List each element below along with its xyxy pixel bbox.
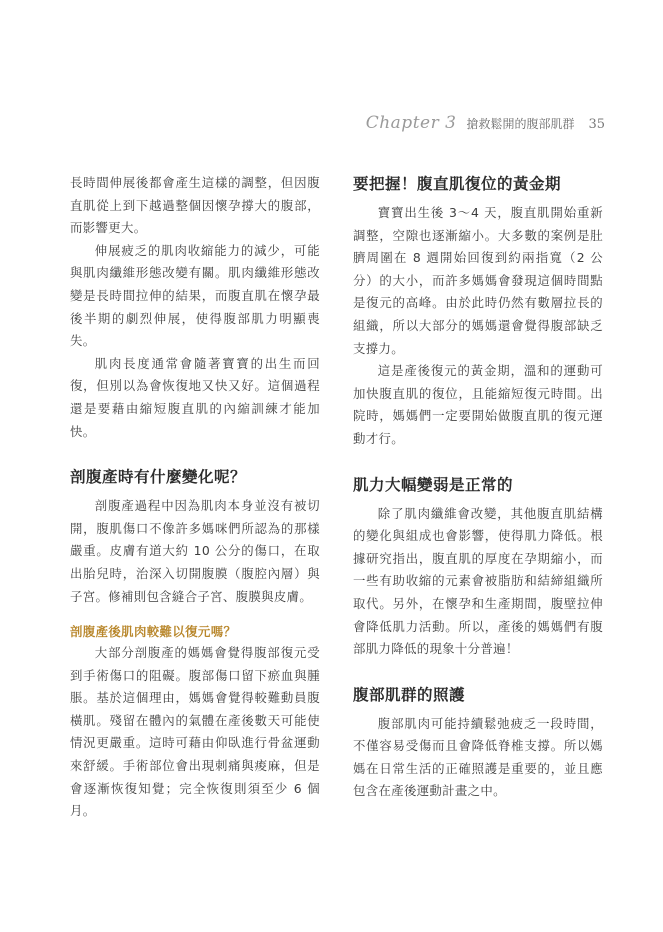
paragraph: 這是產後復元的黃金期，溫和的運動可加快腹直肌的復位，且能縮短復元時間。出院時，媽媽們一定要開始做腹直肌的復元運動才行。 [353,363,603,446]
paragraph: 腹部肌肉可能持續鬆弛疲乏一段時間，不僅容易受傷而且會降低脊椎支撐。所以媽媽在日常生活的正確照護是重要的，並且應包含在產後運動計畫之中。 [353,715,603,799]
paragraph: 肌肉長度通常會隨著寶寶的出生而回復，但別以為會恢復地又快又好。這個過程還是要藉由縮短腹直肌的內縮訓練才能加快。 [70,355,320,439]
paragraph: 剖腹產過程中因為肌肉本身並沒有被切開，腹肌傷口不像許多媽咪們所認為的那樣嚴重。皮膚有道大約 10 公分的傷口，在取出胎兒時，治深入切開腹膜（腹腔內層）與子宮。修補則包含縫合子宮、腹膜與皮膚。 [70,498,320,604]
running-header [366,113,605,133]
section-heading-care: 腹部肌群的照護 [353,684,466,704]
left-column [70,172,320,823]
paragraph: 大部分剖腹產的媽媽會覺得腹部復元受到手術傷口的阻礙。腹部傷口留下瘀血與腫脹。基於這個理由，媽媽會覺得較難動員腹橫肌。殘留在體內的氣體在產後數天可能使情況更嚴重。這時可藉由仰臥進行骨盆運動來舒緩。手術部位會出現刺痛與痠麻，但是會逐漸恢復知覺；完全恢復則須至少 6 個月。 [70,645,320,819]
section-heading-strength: 肌力大幅變弱是正常的 [353,474,514,494]
subheading-recovery: 剖腹產後肌肉較難以復元嗎？ [70,624,237,640]
chapter-label: Chapter 3 [365,113,457,133]
paragraph: 寶寶出生後 3～4 天，腹直肌開始重新調整，空隙也逐漸縮小。大多數的案例是肚臍周圍在 8 週開始回復到約兩指寬（2 公分）的大小，而許多媽媽會發現這個時間點是復元的高峰。由於此時仍然有數層拉長的組織，所以大部分的媽媽還會覺得腹部缺乏支撐力。 [353,205,603,356]
page-number: 35 [588,117,605,132]
chapter-title: 搶救鬆開的腹部肌群 [466,117,575,131]
section-heading-golden-period: 要把握！腹直肌復位的黃金期 [353,174,562,193]
section-heading-csection: 剖腹產時有什麼變化呢？ [70,467,247,487]
paragraph: 伸展疲乏的肌肉收縮能力的減少，可能與肌肉纖維形態改變有關。肌肉纖維形態改變是長時間拉伸的結果，而腹直肌在懷孕最後半期的劇烈伸展，使得腹部肌力明顯喪失。 [70,242,320,349]
paragraph: 除了肌肉纖維會改變，其他腹直肌結構的變化與組成也會影響，使得肌力降低。根據研究指出，腹直肌的厚度在孕期縮小，而一些有助收縮的元素會被脂肪和結締組織所取代。另外，在懷孕和生產期間，腹壁拉伸會降低肌力活動。所以，產後的媽媽們有腹部肌力降低的現象十分普遍！ [353,505,603,657]
paragraph: 長時間伸展後都會產生這樣的調整，但因腹直肌從上到下越過整個因懷孕撐大的腹部，而影響更大。 [70,175,320,236]
right-column [353,172,603,803]
